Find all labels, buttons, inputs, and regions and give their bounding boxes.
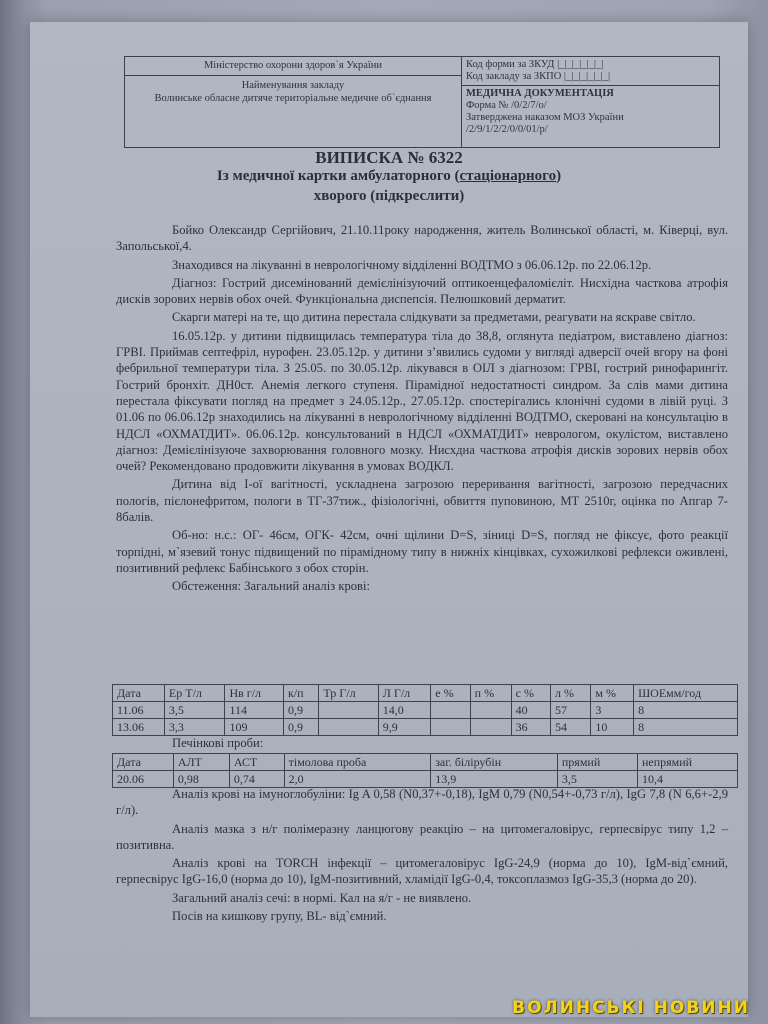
table-cell: 3,5 bbox=[557, 771, 637, 788]
table-header-cell: непрямий bbox=[637, 754, 737, 771]
table-header-cell: тімолова проба bbox=[284, 754, 431, 771]
table-cell: 10,4 bbox=[637, 771, 737, 788]
table-header-row bbox=[113, 685, 738, 702]
table-cell: 3,5 bbox=[164, 702, 225, 719]
paragraph: Об-но: н.с.: ОГ- 46см, ОГК- 42см, очні щілини D=S, зіниці D=S, погляд не фіксує, фото реакції торпідні, м`язевий тонус підвищений по пірамідному типу в нижніх кінцівках, сухожилкові рефлекси оживлені, позитивний рефлекс Бабінського з обох сторін. bbox=[116, 528, 728, 575]
code-zkpo: Код закладу за ЗКПО |_|_|_|_|_|_| bbox=[466, 71, 611, 82]
table-header-cell: заг. білірубін bbox=[431, 754, 558, 771]
table-cell bbox=[431, 719, 470, 736]
table-cell: 3,3 bbox=[164, 719, 225, 736]
paragraph: Аналіз крові на імуноглобуліни: Ig A 0,58 (N0,37+-0,18), IgM 0,79 (N0,54+-0,73 г/л), IgG 7,8 (N 6,6+-2,9 г/л). bbox=[116, 787, 728, 818]
form-number: Форма № /0/2/7/о/ bbox=[466, 100, 547, 111]
table-cell: 14,0 bbox=[378, 702, 431, 719]
liver-tests-label: Печінкові проби: bbox=[172, 736, 264, 750]
table-cell: 109 bbox=[225, 719, 284, 736]
table-cell: 8 bbox=[634, 719, 738, 736]
table-header-cell: Ер Т/л bbox=[164, 685, 225, 702]
medical-documentation-label: МЕДИЧНА ДОКУМЕНТАЦІЯ bbox=[466, 88, 614, 99]
paragraph: Аналіз мазка з н/г полімеразну ланцюгову реакцію – на цитомегаловірус, герпесвірус типу 1,2 – позитивна. bbox=[116, 821, 728, 852]
table-cell: 114 bbox=[225, 702, 284, 719]
table-cell: 40 bbox=[511, 702, 550, 719]
table-header-cell: е % bbox=[431, 685, 470, 702]
table-header-cell: с % bbox=[511, 685, 550, 702]
table-cell: 0,98 bbox=[173, 771, 229, 788]
table-cell bbox=[470, 702, 511, 719]
news-watermark: ВОЛИНСЬКІ НОВИНИ bbox=[512, 998, 750, 1018]
liver-label-block bbox=[116, 735, 728, 753]
table-header-cell: м % bbox=[591, 685, 634, 702]
paragraph: Знаходився на лікуванні в неврологічному відділенні ВОДТМО з 06.06.12р. по 22.06.12р. bbox=[172, 257, 652, 272]
table-cell bbox=[470, 719, 511, 736]
code-zkud: Код форми за ЗКУД |_|_|_|_|_|_| bbox=[466, 59, 604, 70]
body-top bbox=[116, 222, 728, 597]
table-header-cell: Дата bbox=[113, 754, 174, 771]
liver-tests-table bbox=[112, 753, 738, 788]
table-header-cell: АСТ bbox=[229, 754, 284, 771]
institution-name: Волинське обласне дитяче територіальне медичне об`єднання bbox=[154, 93, 432, 104]
table-header-row bbox=[113, 754, 738, 771]
table-row bbox=[113, 702, 738, 719]
table-row bbox=[113, 771, 738, 788]
subtitle-underlined: стаціонарного bbox=[459, 168, 557, 184]
table-cell: 13,9 bbox=[431, 771, 558, 788]
table-cell: 2,0 bbox=[284, 771, 431, 788]
table-cell: 8 bbox=[634, 702, 738, 719]
document-subtitle-2: хворого (підкреслити) bbox=[313, 188, 465, 204]
table-header-cell: прямий bbox=[557, 754, 637, 771]
paragraph: Загальний аналіз сечі: в нормі. Кал на я/г - не виявлено. bbox=[172, 890, 472, 905]
table-cell: 57 bbox=[551, 702, 591, 719]
document-subtitle bbox=[30, 168, 748, 185]
approved-number: /2/9/1/2/2/0/0/01/р/ bbox=[466, 124, 548, 135]
paragraph: Діагноз: Гострий дисемінований демієлінізуючий оптикоенцефаломієліт. Нисхідна часткова атрофія дисків зорових нервів обох очей. Функціональна диспепсія. Пелюшковий дерматит. bbox=[116, 275, 728, 307]
paragraph: Аналіз крові на TORCH інфекції – цитомегаловірус IgG-24,9 (норма до 10), IgM-від`ємний, герпесвірус IgG-16,0 (норма до 10), IgM-позитивний, хламідії IgG-0,4, токсоплазмоз IgG-35,3 (норма до 20). bbox=[116, 856, 728, 887]
table-header-cell: Дата bbox=[113, 685, 165, 702]
body-bottom bbox=[116, 786, 728, 926]
table-header-cell: АЛТ bbox=[173, 754, 229, 771]
table-header-cell: ШОЕмм/год bbox=[634, 685, 738, 702]
table-cell: 0,9 bbox=[283, 719, 318, 736]
paragraph: Бойко Олександр Сергійович, 21.10.11року народження, житель Волинської області, м. Ківерці, вул. Запольської,4. bbox=[116, 223, 728, 254]
paragraph: 16.05.12р. у дитини підвищилась температура тіла до 38,8, оглянута педіатром, виставлено діагноз: ГРВІ. Приймав септефріл, нурофен. 23.05.12р. у дитини з’явились судоми у вигляді адверсії очей вгору на фоні фебрильної температури тіла. З 25.05. по 30.05.12р. лікувався в ОІЛ з діагнозом: ГРВІ, гострий ринофарингіт. Гострий бронхіт. ДН0ст. Анемія легкого ступеня. Пірамідної недостатності синдром. За слів мами дитина перестала фіксувати погляд на предмет з 24.05.12р., 27.05.12р. спостерігались клонічні судоми в лівій руці. З 01.06 по 06.06.12р знаходились на лікуванні в неврологічному відділенні ВОДТМО, скеровані на консультацію в НДСЛ «ОХМАТДИТ». 06.06.12р. консультований в НДСЛ «ОХМАТДИТ» неврологом, окулістом, виставлено діагноз: Демієлінізуюче захворювання головного мозку. Нисхдна часткова атрофія дисків зорових нервів обох очей? Рекомендовано продовжити лікування в умовах ВОДКЛ. bbox=[116, 328, 728, 474]
table-header-cell: Л Г/л bbox=[378, 685, 431, 702]
paragraph: Посів на кишкову групу, BL- від`ємний. bbox=[172, 909, 387, 924]
table-cell: 3 bbox=[591, 702, 634, 719]
table-header-cell: п % bbox=[470, 685, 511, 702]
blood-analysis-table bbox=[112, 684, 738, 736]
table-cell: 20.06 bbox=[113, 771, 174, 788]
paragraph: Дитина від І-ої вагітності, ускладнена загрозою переривання вагітності, загрозою передчасних пологів, пієлонефритом, пологи в ТГ-37тиж., фізіологічні, обвиття пуповиною, МТ 2510г, оцінка по Апгар 7-8балів. bbox=[116, 477, 728, 525]
table-cell: 11.06 bbox=[113, 702, 165, 719]
table-cell bbox=[431, 702, 470, 719]
table-header-cell: л % bbox=[551, 685, 591, 702]
institution-label: Найменування закладу bbox=[241, 80, 345, 91]
table-cell bbox=[319, 702, 378, 719]
approved-by: Затверджена наказом МОЗ України bbox=[466, 112, 624, 123]
document-title: ВИПИСКА № 6322 bbox=[315, 148, 463, 167]
table-cell: 13.06 bbox=[113, 719, 165, 736]
table-header-cell: Тр Г/л bbox=[319, 685, 378, 702]
table-header-cell: к/п bbox=[283, 685, 318, 702]
document-sheet bbox=[30, 22, 748, 1017]
header-table bbox=[124, 56, 720, 148]
table-cell: 9,9 bbox=[378, 719, 431, 736]
table-cell: 10 bbox=[591, 719, 634, 736]
subtitle-suffix: ) bbox=[556, 168, 562, 184]
table-cell bbox=[319, 719, 378, 736]
paragraph: Обстеження: Загальний аналіз крові: bbox=[172, 579, 370, 594]
paragraph: Скарги матері на те, що дитина перестала слідкувати за предметами, реагувати на яскраве світло. bbox=[172, 310, 696, 325]
table-cell: 36 bbox=[511, 719, 550, 736]
ministry-name: Міністерство охорони здоров`я України bbox=[203, 60, 383, 71]
table-cell: 0,74 bbox=[229, 771, 284, 788]
table-cell: 54 bbox=[551, 719, 591, 736]
subtitle-prefix: Із медичної картки амбулаторного ( bbox=[216, 168, 460, 184]
header-right-cell bbox=[462, 57, 720, 148]
table-cell: 0,9 bbox=[283, 702, 318, 719]
header-left-cell bbox=[125, 57, 462, 148]
table-row bbox=[113, 719, 738, 736]
table-header-cell: Нв г/л bbox=[225, 685, 284, 702]
